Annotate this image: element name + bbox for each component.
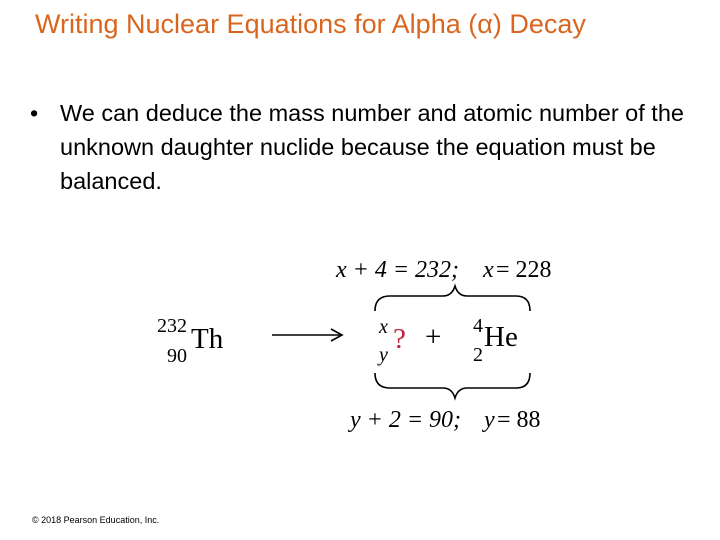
alpha-symbol: He (484, 321, 518, 353)
top-relation-result: = 228 (496, 257, 552, 283)
alpha-atomic-number: 2 (473, 344, 483, 366)
top-relation-lhs: x + 4 = 232; (336, 257, 460, 283)
bottom-relation-result: = 88 (497, 407, 541, 433)
top-brace (375, 286, 530, 311)
top-relation-var: x (483, 257, 494, 283)
reactant-mass-number: 232 (157, 315, 187, 337)
bullet-text: We can deduce the mass number and atomic number of the unknown daughter nuclide because the equation must be balanced. (60, 100, 684, 194)
unknown-symbol: ? (393, 323, 406, 355)
bottom-relation-lhs: y + 2 = 90; (350, 407, 462, 433)
alpha-mass-number: 4 (473, 315, 483, 337)
bottom-brace (375, 373, 530, 398)
slide-title: Writing Nuclear Equations for Alpha (α) Decay (35, 9, 586, 39)
reactant-atomic-number: 90 (167, 345, 187, 367)
bottom-relation-var: y (484, 407, 495, 433)
copyright-notice: © 2018 Pearson Education, Inc. (32, 515, 160, 525)
bullet-dot: • (30, 100, 39, 126)
plus-sign: + (425, 321, 442, 353)
reaction-arrow-icon (272, 329, 342, 341)
reactant-symbol: Th (191, 323, 224, 355)
unknown-mass-number: x (379, 316, 388, 338)
unknown-atomic-number: y (379, 344, 388, 366)
